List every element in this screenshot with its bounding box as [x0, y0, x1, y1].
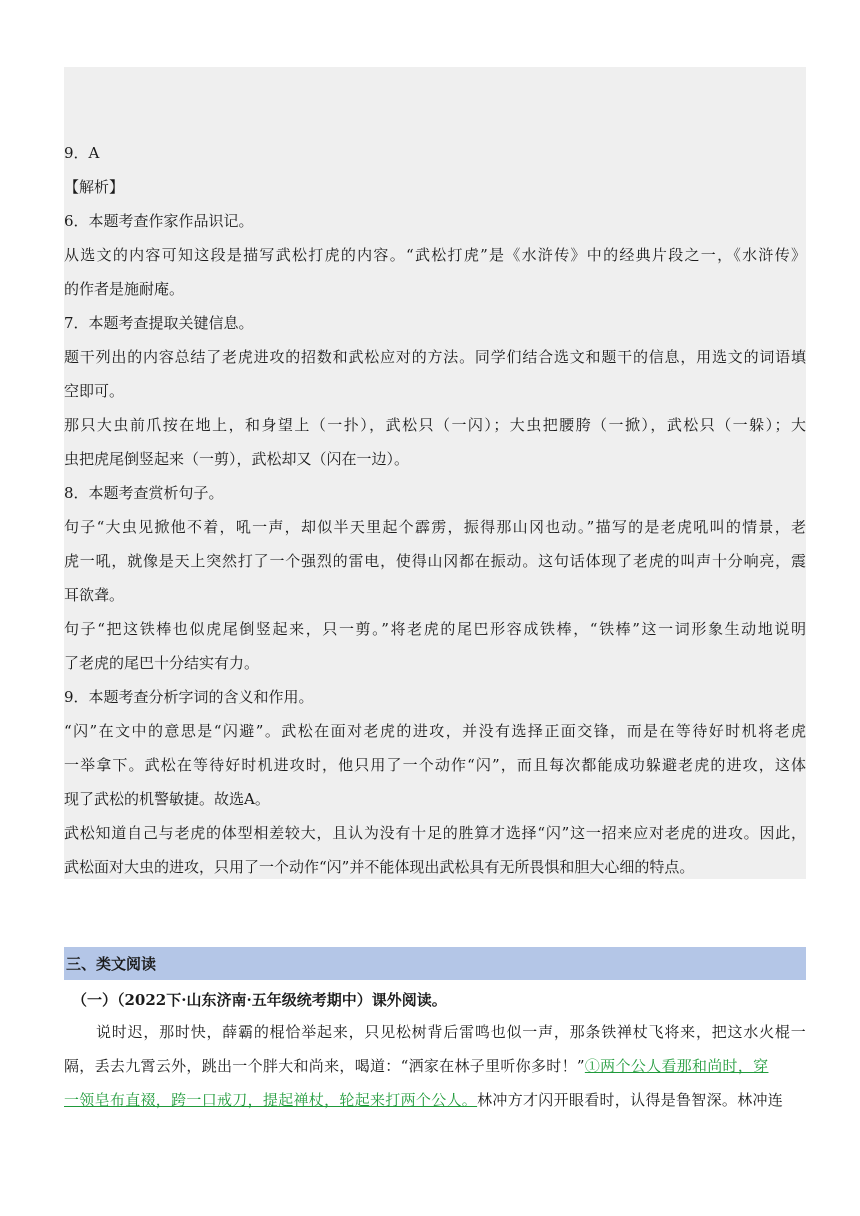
passage-line [64, 1056, 806, 1076]
answer-q9: 9．A [64, 144, 100, 162]
passage-text: 隔，丢去九霄云外，跳出一个胖大和尚来，喝道：“洒家在林子里听你多时！” [64, 1057, 585, 1075]
analysis-q7-text: 题干列出的内容总结了老虎进攻的招数和武松应对的方法。同学们结合选文和题干的信息，用选文的词语填 [64, 348, 806, 366]
marked-sentence: ①两个公人看那和尚时，穿 [584, 1057, 769, 1075]
analysis-q6-text: 的作者是施耐庵。 [64, 280, 185, 298]
analysis-q6-title: 6．本题考查作家作品识记。 [64, 212, 254, 230]
analysis-q7-title: 7．本题考查提取关键信息。 [64, 314, 254, 332]
analysis-q8-text: 句子“把这铁棒也似虎尾倒竖起来，只一剪。”将老虎的尾巴形容成铁棒，“铁棒”这一词形象生动地说明 [64, 620, 806, 638]
analysis-q6-text: 从选文的内容可知这段是描写武松打虎的内容。“武松打虎”是《水浒传》中的经典片段之一，《水浒传》 [64, 246, 806, 264]
analysis-q9-text: 武松面对大虫的进攻，只用了一个动作“闪”并不能体现出武松具有无所畏惧和胆大心细的特点。 [64, 858, 695, 876]
analysis-q9-text: 一举拿下。武松在等待好时机进攻时，他只用了一个动作“闪”，而且每次都能成功躲避老虎的进攻，这体 [64, 756, 806, 774]
passage-line [64, 1090, 806, 1110]
analysis-q9-text: “闪”在文中的意思是“闪避”。武松在面对老虎的进攻，并没有选择正面交锋，而是在等待好时机将老虎 [64, 722, 806, 740]
analysis-q9-text: 现了武松的机警敏捷。故选A。 [64, 790, 270, 808]
marked-sentence: 一领皂布直裰，跨一口戒刀，提起禅杖，轮起来打两个公人。 [64, 1091, 478, 1109]
passage-source: （一）（2022下·山东济南·五年级统考期中）课外阅读。 [72, 991, 447, 1009]
analysis-q8-text: 句子“大虫见掀他不着，吼一声，却似半天里起个霹雳，振得那山冈也动。”描写的是老虎吼叫的情景，老 [64, 518, 806, 536]
analysis-q8-title: 8．本题考查赏析句子。 [64, 484, 224, 502]
analysis-q7-text: 虫把虎尾倒竖起来（一剪），武松却又（闪在一边）。 [64, 450, 410, 468]
passage-text: 林冲方才闪开眼看时，认得是鲁智深。林冲连 [477, 1091, 784, 1109]
analysis-q7-text: 那只大虫前爪按在地上，和身望上（一扑），武松只（一闪）；大虫把腰胯（一掀），武松只（一躲）；大 [64, 416, 806, 434]
analysis-q8-text: 了老虎的尾巴十分结实有力。 [64, 654, 260, 672]
section-title: 三、类文阅读 [66, 955, 157, 973]
analysis-q8-text: 虎一吼，就像是天上突然打了一个强烈的雷电，使得山冈都在振动。这句话体现了老虎的叫声十分响亮，震 [64, 552, 806, 570]
analysis-q9-text: 武松知道自己与老虎的体型相差较大，且认为没有十足的胜算才选择“闪”这一招来应对老虎的进攻。因此， [64, 824, 806, 842]
section-header-bar [64, 947, 806, 980]
passage-line: 说时迟，那时快，薛霸的棍恰举起来，只见松树背后雷鸣也似一声，那条铁禅杖飞将来，把这水火棍一 [96, 1023, 806, 1041]
analysis-q8-text: 耳欲聋。 [64, 586, 125, 604]
analysis-q9-title: 9．本题考查分析字词的含义和作用。 [64, 688, 314, 706]
analysis-header: 【解析】 [64, 178, 125, 196]
analysis-q7-text: 空即可。 [64, 382, 125, 400]
